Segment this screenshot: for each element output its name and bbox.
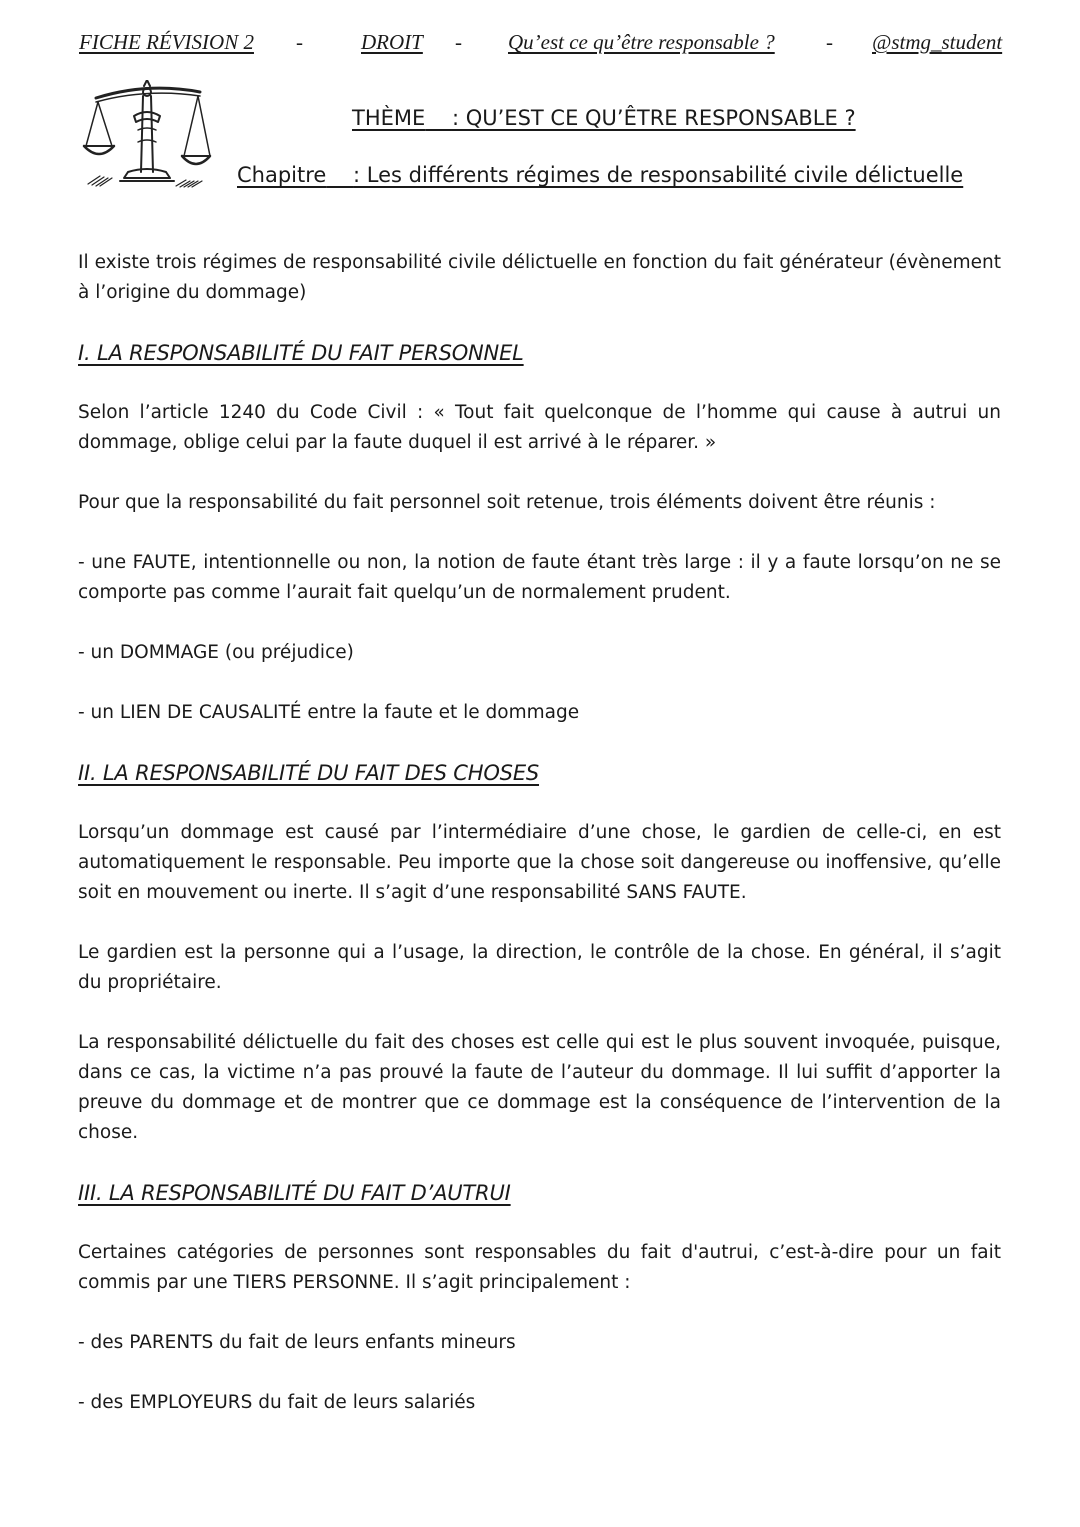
list-item: - des EMPLOYEURS du fait de leurs salariés bbox=[78, 1392, 476, 1413]
header-separator: - bbox=[455, 30, 462, 54]
paragraph: Pour que la responsabilité du fait personnel soit retenue, trois éléments doivent être réunis : bbox=[78, 492, 936, 513]
header-subject: DROIT bbox=[361, 30, 423, 54]
header-separator: - bbox=[826, 30, 833, 54]
scales-of-justice-icon bbox=[82, 80, 212, 195]
paragraph: Selon l’article 1240 du Code Civil : « Tout fait quelconque de l’homme qui cause à autrui un dommage, oblige celui par la faute duquel il est arrivé à le réparer. » bbox=[78, 402, 1001, 453]
section-heading: III. LA RESPONSABILITÉ DU FAIT D’AUTRUI bbox=[78, 1181, 511, 1205]
page-header bbox=[0, 30, 1080, 60]
list-item: - un DOMMAGE (ou préjudice) bbox=[78, 642, 354, 663]
paragraph: Le gardien est la personne qui a l’usage, la direction, le contrôle de la chose. En général, il s’agit du propriétaire. bbox=[78, 942, 1001, 993]
paragraph: Lorsqu’un dommage est causé par l’intermédiaire d’une chose, le gardien de celle-ci, en est automatiquement le responsable. Peu importe que la chose soit dangereuse ou inoffensive, qu’elle soit en mouvement ou inerte. Il s’agit d’une responsabilité SANS FAUTE. bbox=[78, 822, 1001, 903]
list-item: - des PARENTS du fait de leurs enfants mineurs bbox=[78, 1332, 516, 1353]
paragraph: Certaines catégories de personnes sont responsables du fait d'autrui, c’est-à-dire pour un fait commis par une TIERS PERSONNE. Il s’agit principalement : bbox=[78, 1242, 1001, 1293]
chapter-label: Chapitre bbox=[237, 163, 327, 187]
paragraph: La responsabilité délictuelle du fait des choses est celle qui est le plus souvent invoquée, puisque, dans ce cas, la victime n’a pas prouvé la faute de l’auteur du dommage. Il lui suffit d’apporter la preuve du dommage et de montrer que ce dommage est la conséquence de l’intervention de la chose. bbox=[78, 1032, 1001, 1143]
section-heading: I. LA RESPONSABILITÉ DU FAIT PERSONNEL bbox=[78, 341, 524, 365]
header-question: Qu’est ce qu’être responsable ? bbox=[508, 30, 775, 54]
theme-label: THÈME bbox=[352, 106, 426, 130]
header-fiche: FICHE RÉVISION 2 bbox=[79, 30, 254, 54]
document-body bbox=[78, 248, 1001, 1418]
header-separator: - bbox=[296, 30, 303, 54]
theme-title-text: : QU’EST CE QU’ÊTRE RESPONSABLE ? bbox=[451, 106, 856, 130]
intro-paragraph: Il existe trois régimes de responsabilité civile délictuelle en fonction du fait générateur (évènement à l’origine du dommage) bbox=[78, 252, 1001, 303]
header-handle: @stmg_student bbox=[872, 30, 1003, 54]
list-item: - un LIEN DE CAUSALITÉ entre la faute et le dommage bbox=[78, 702, 580, 723]
section-heading: II. LA RESPONSABILITÉ DU FAIT DES CHOSES bbox=[78, 761, 540, 785]
chapter-title-text: : Les différents régimes de responsabilité civile délictuelle bbox=[353, 163, 964, 187]
list-item: - une FAUTE, intentionnelle ou non, la notion de faute étant très large : il y a faute lorsqu’on ne se comporte pas comme l’aurait fait quelqu’un de normalement prudent. bbox=[78, 552, 1001, 603]
page-title bbox=[352, 106, 856, 130]
chapter-title bbox=[237, 163, 963, 187]
